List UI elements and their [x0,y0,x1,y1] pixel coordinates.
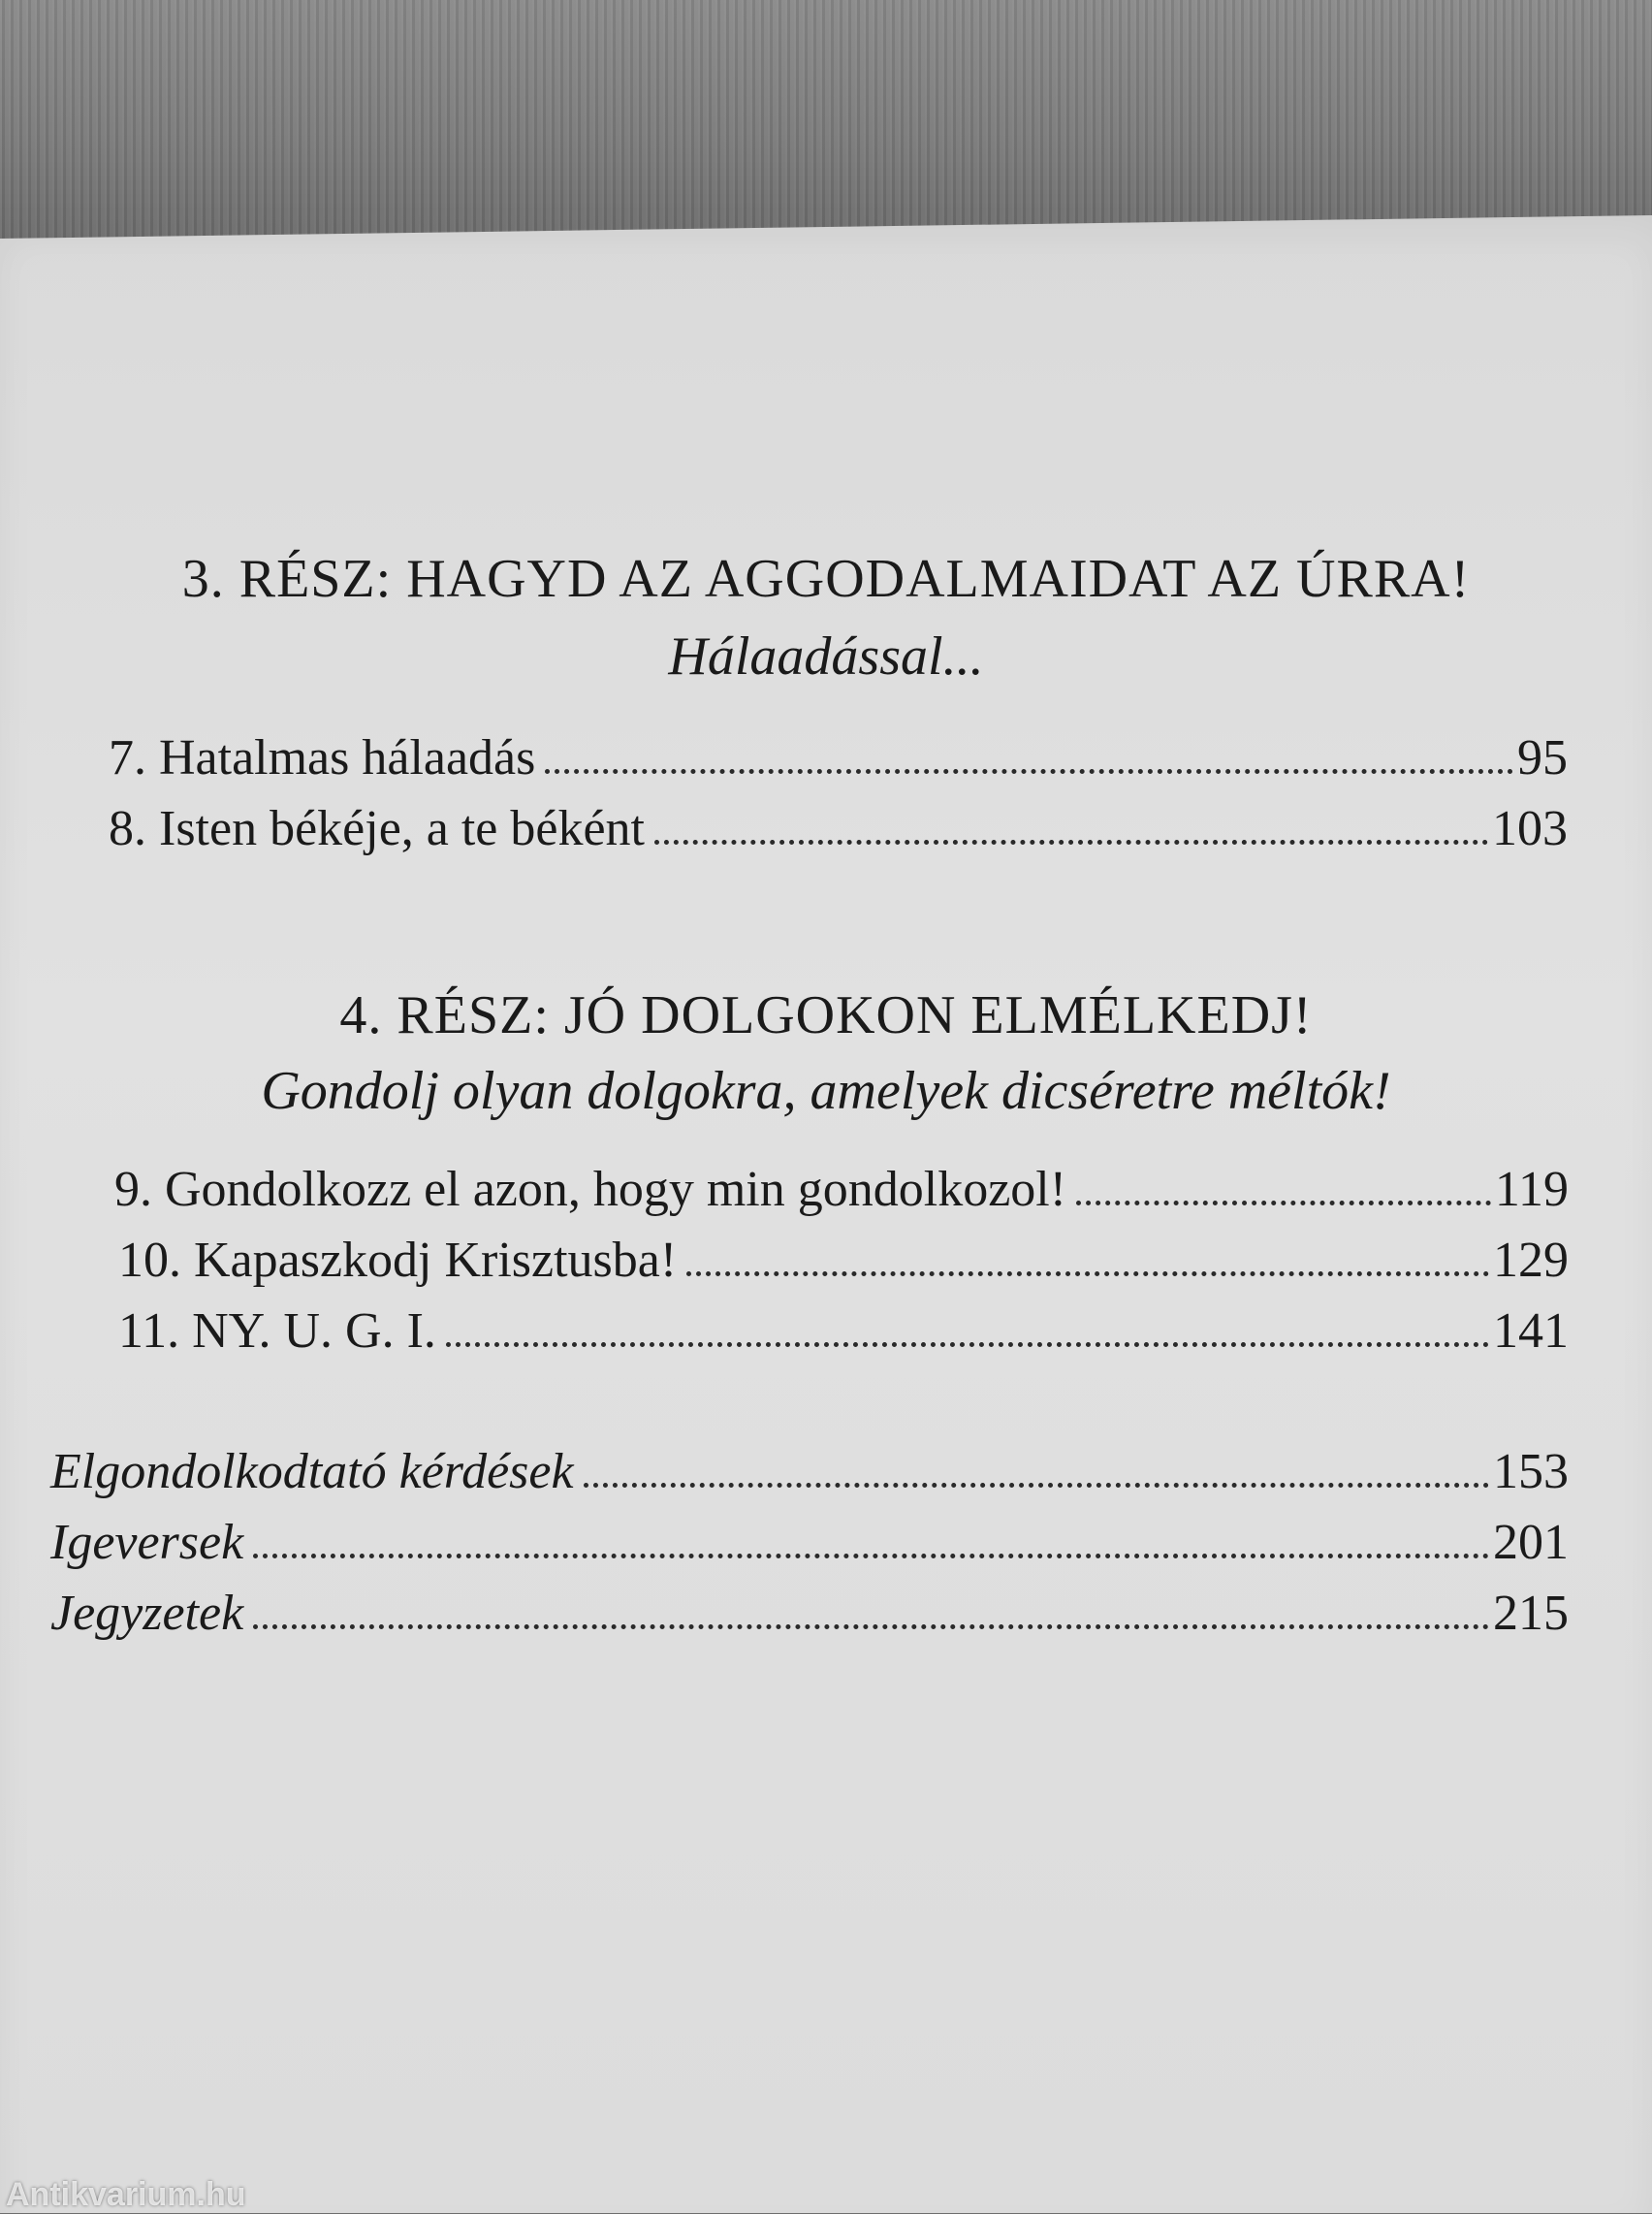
toc-entry-label: 7. Hatalmas hálaadás [109,730,536,786]
table-surface-background [0,0,1652,252]
toc-entry-page: 201 [1493,1515,1569,1570]
dot-leader [446,1342,1489,1347]
dot-leader [1076,1201,1491,1205]
part3-title: 3. RÉSZ: HAGYD AZ AGGODALMAIDAT AZ ÚRRA! [181,549,1471,609]
watermark: Antikvarium.hu [6,2176,246,2213]
dot-leader [253,1554,1489,1558]
toc-entry[interactable] [118,1302,1569,1360]
toc-entry-label: 10. Kapaszkodj Krisztusba! [118,1233,678,1288]
dot-leader [686,1271,1489,1276]
dot-leader [654,840,1488,845]
toc-entry-label: 9. Gondolkozz el azon, hogy min gondolkozol! [114,1162,1067,1217]
part4-subtitle: Gondolj olyan dolgokra, amelyek dicséretre méltók! [261,1061,1391,1121]
toc-entry[interactable] [50,1585,1569,1642]
toc-entry[interactable] [118,1232,1569,1289]
toc-entry-label: 8. Isten békéje, a te béként [109,801,645,856]
toc-entry[interactable] [109,729,1568,786]
part3-subtitle: Hálaadással... [668,626,984,687]
toc-entry-page: 129 [1493,1233,1569,1288]
toc-entry-page: 95 [1517,730,1568,786]
toc-entry-page: 103 [1492,801,1568,856]
toc-entry-label: Elgondolkodtató kérdések [50,1444,574,1499]
dot-leader [253,1624,1489,1629]
toc-entry-page: 153 [1493,1444,1569,1499]
toc-entry[interactable] [114,1161,1569,1218]
toc-entry-label: Igeversek [50,1515,244,1570]
bleed-through-text [0,1770,1652,1830]
toc-entry-page: 119 [1494,1162,1569,1217]
toc-entry-page: 141 [1493,1303,1569,1359]
toc-entry-page: 215 [1493,1586,1569,1641]
toc-entry[interactable] [109,800,1568,857]
toc-entry[interactable] [50,1514,1569,1571]
toc-entry-label: Jegyzetek [50,1586,244,1641]
dot-leader [584,1483,1489,1488]
dot-leader [545,769,1513,774]
toc-entry-label: 11. NY. U. G. I. [118,1303,436,1359]
part4-title: 4. RÉSZ: JÓ DOLGOKON ELMÉLKEDJ! [339,985,1313,1045]
toc-entry[interactable] [50,1443,1569,1500]
